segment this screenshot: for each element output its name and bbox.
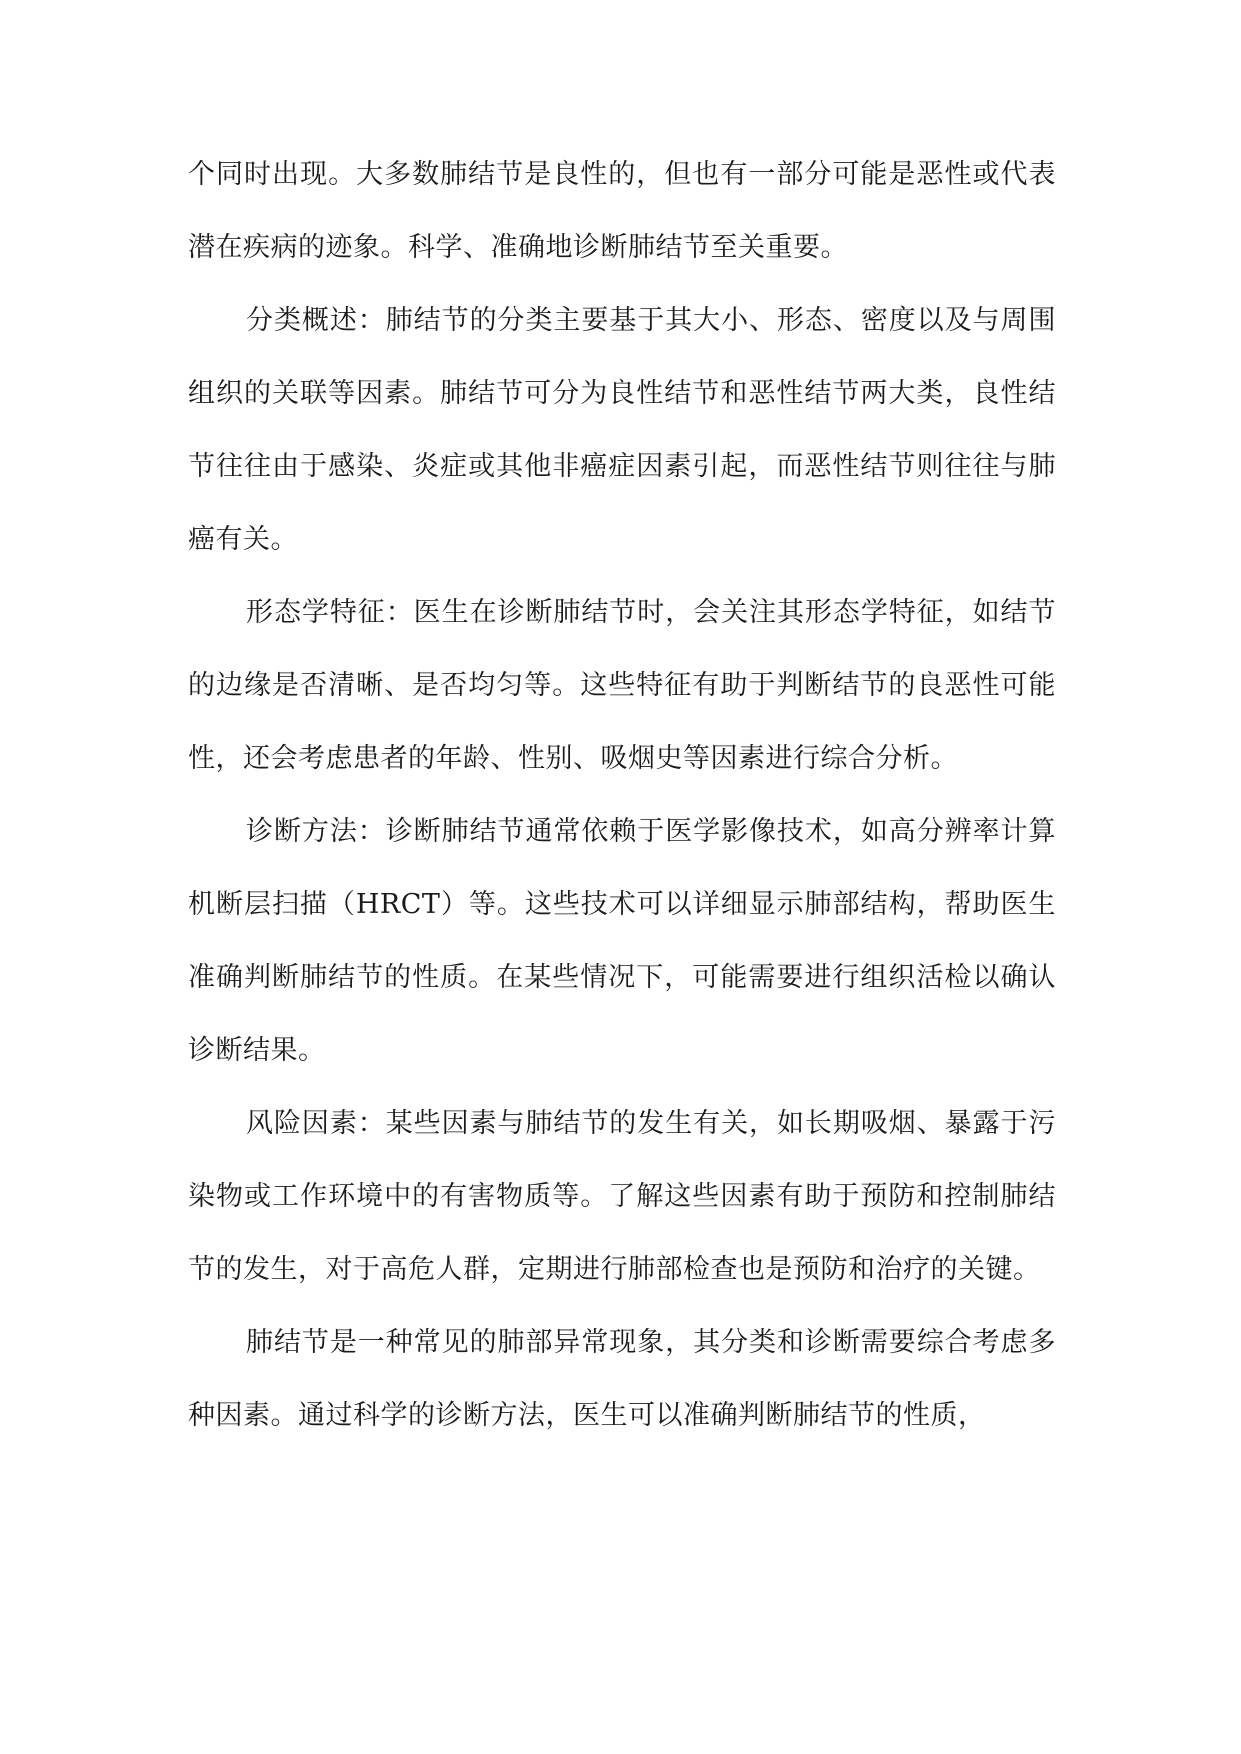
document-body — [188, 138, 1056, 1452]
paragraph-continuation: 个同时出现。大多数肺结节是良性的，但也有一部分可能是恶性或代表潜在疾病的迹象。科学、准确地诊断肺结节至关重要。 — [188, 159, 1056, 263]
paragraph-risk-factors: 风险因素：某些因素与肺结节的发生有关，如长期吸烟、暴露于污染物或工作环境中的有害物质等。了解这些因素有助于预防和控制肺结节的发生，对于高危人群，定期进行肺部检查也是预防和治疗的关键。 — [188, 1108, 1056, 1285]
paragraph-morphology: 形态学特征：医生在诊断肺结节时，会关注其形态学特征，如结节的边缘是否清晰、是否均匀等。这些特征有助于判断结节的良恶性可能性，还会考虑患者的年龄、性别、吸烟史等因素进行综合分析。 — [188, 597, 1056, 774]
paragraph-diagnosis-methods: 诊断方法：诊断肺结节通常依赖于医学影像技术，如高分辨率计算机断层扫描（HRCT）等。这些技术可以详细显示肺部结构，帮助医生准确判断肺结节的性质。在某些情况下，可能需要进行组织活检以确认诊断结果。 — [188, 816, 1056, 1066]
paragraph-classification: 分类概述：肺结节的分类主要基于其大小、形态、密度以及与周围组织的关联等因素。肺结节可分为良性结节和恶性结节两大类，良性结节往往由于感染、炎症或其他非癌症因素引起，而恶性结节则往往与肺癌有关。 — [188, 305, 1056, 555]
paragraph-summary: 肺结节是一种常见的肺部异常现象，其分类和诊断需要综合考虑多种因素。通过科学的诊断方法，医生可以准确判断肺结节的性质， — [188, 1327, 1056, 1431]
